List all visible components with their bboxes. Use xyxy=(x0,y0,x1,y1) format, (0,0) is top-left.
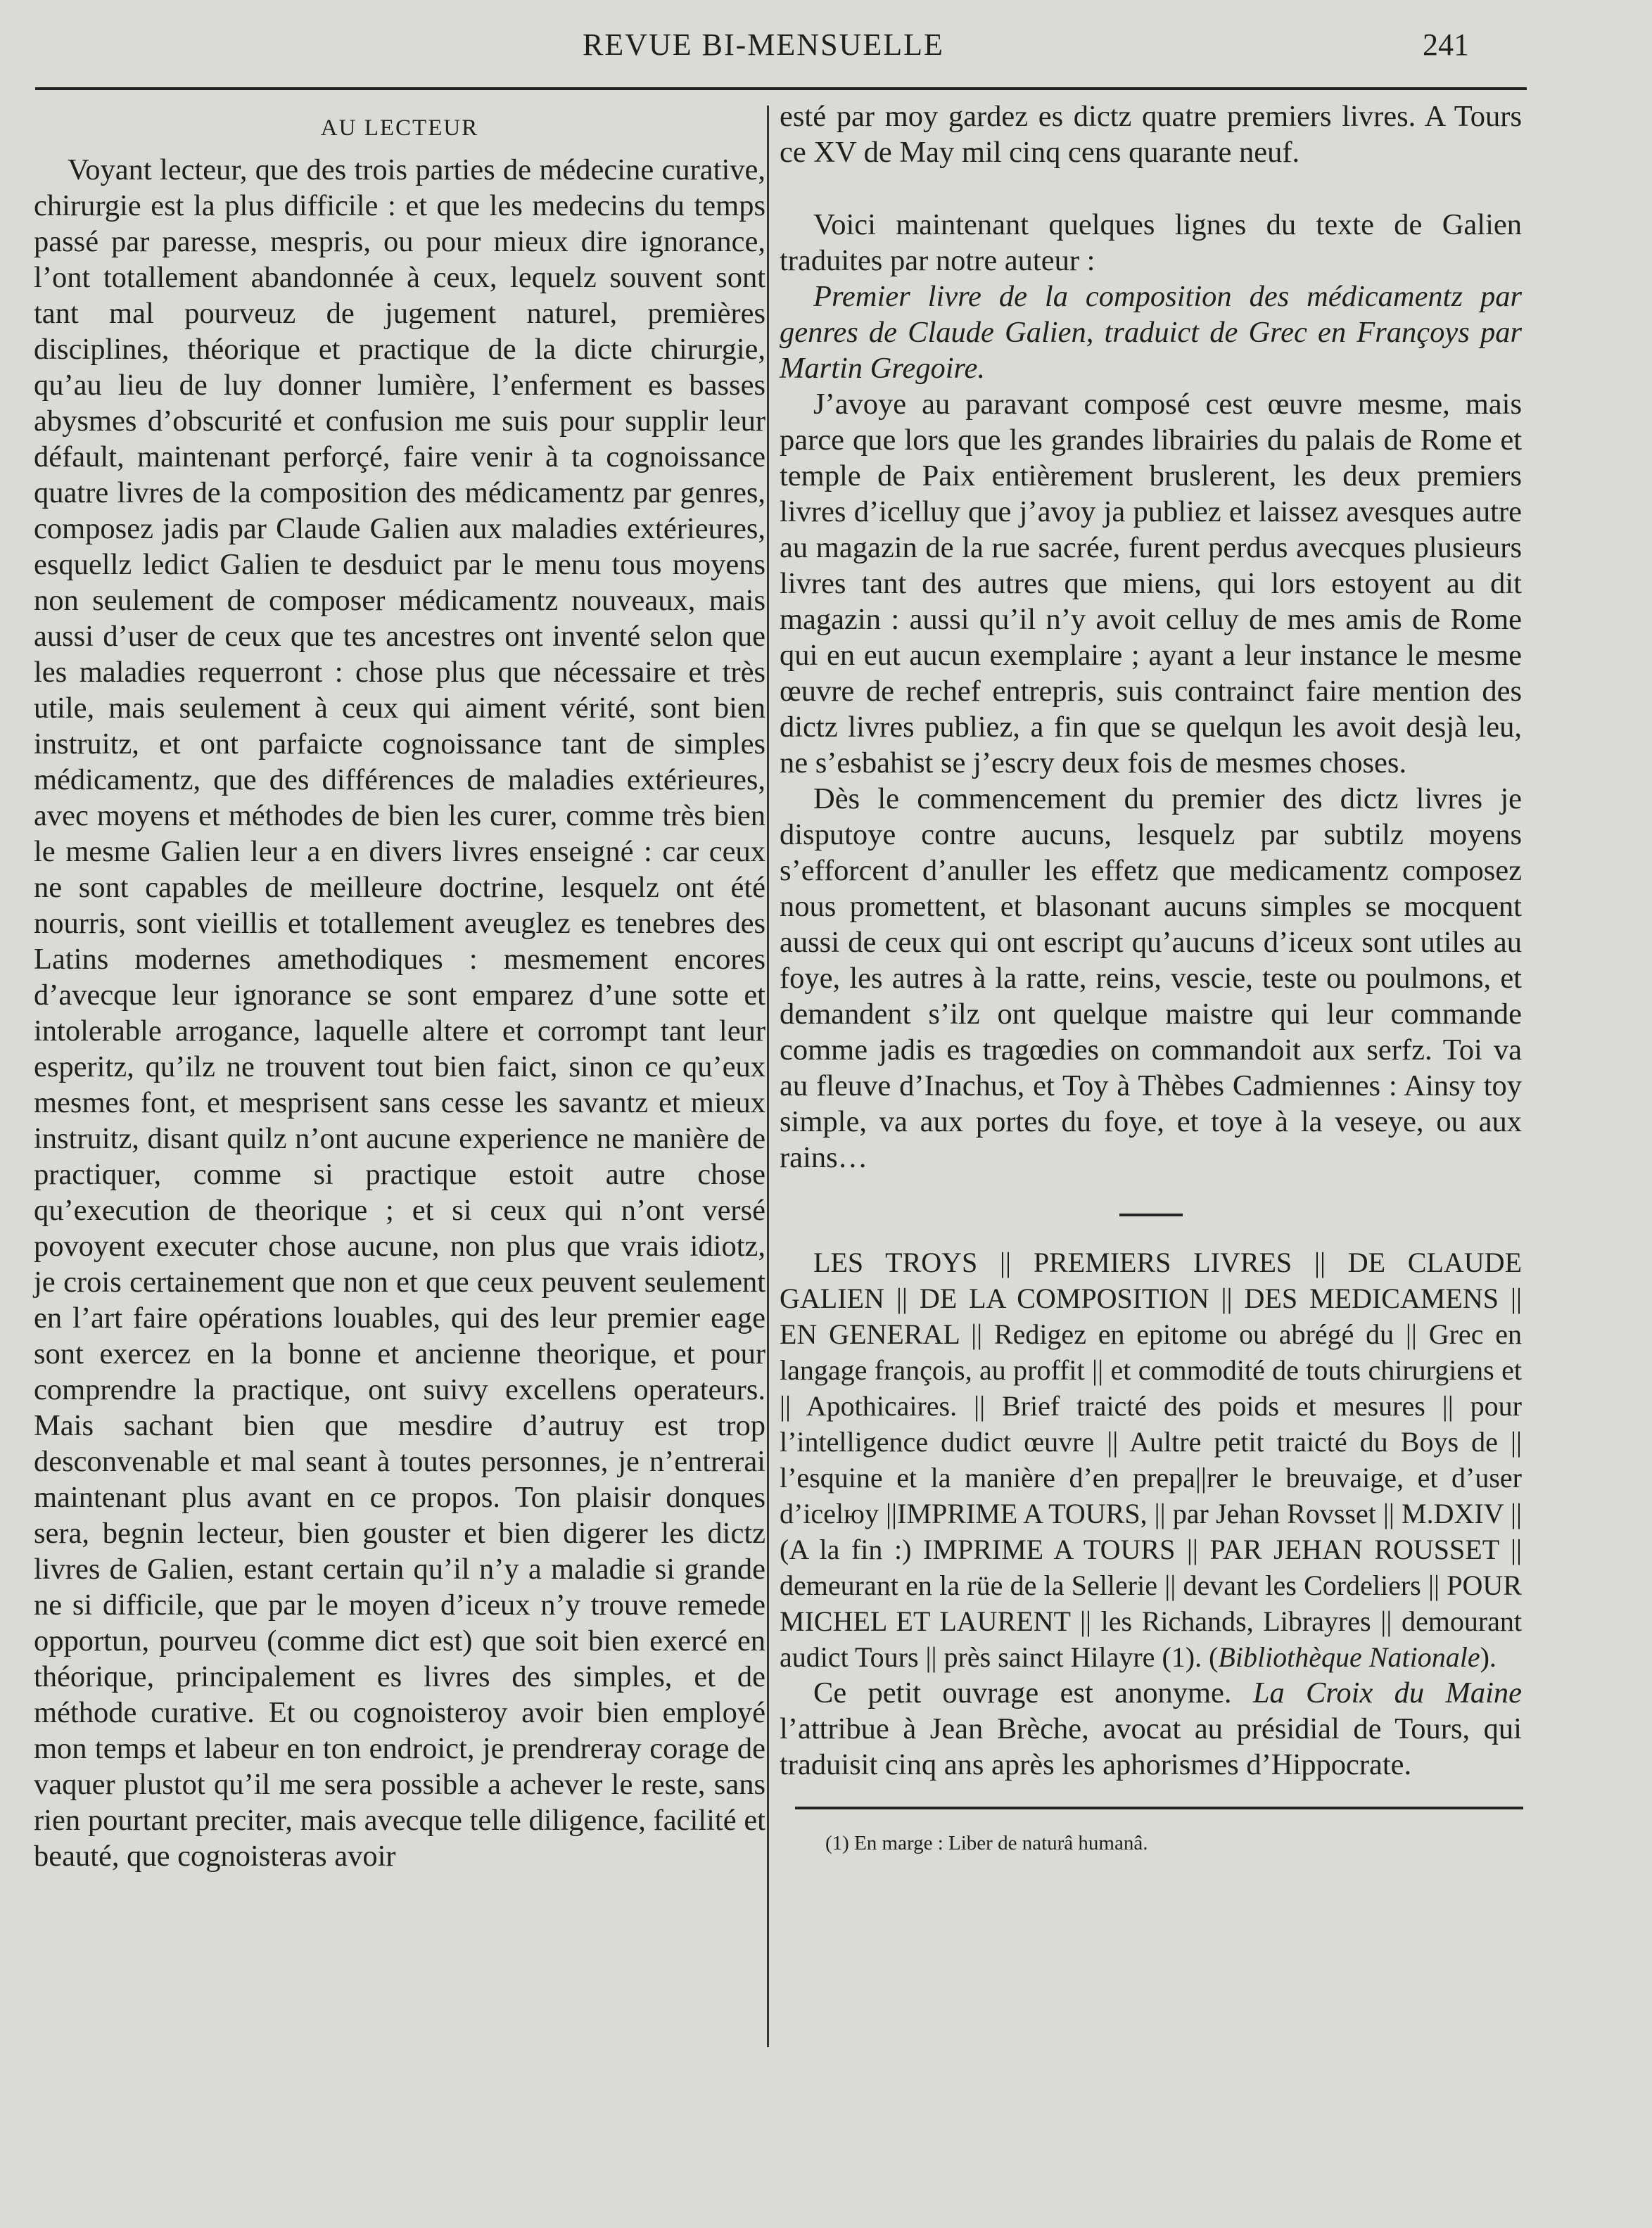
section-heading: AU LECTEUR xyxy=(320,115,479,141)
bibliography-entry xyxy=(780,1245,1522,1675)
footnote: (1) En marge : Liber de naturâ humanâ. xyxy=(825,1832,1148,1854)
right-column xyxy=(780,98,1522,1856)
galen-paragraph-1: J’avoye au paravant composé cest œuvre mesme, mais parce que lors que les grandes librairies du palais de Rome et temple de Paix entièrement bruslerent, les deux premiers livres d’icelluy que j’avoy ja publiez et laissez avesques autre au magazin de la rue sacrée, furent perdus avecques plusieurs livres tant des autres que miens, qui lors estoyent au dit magazin : aussi qu’il n’y avoit celluy de mes amis de Rome qui en eut aucun exemplaire ; ayant a leur instance le mesme œuvre de rechef entrepris, suis contrainct faire mention des dictz livres publiez, a fin que se quelqun les avoit desjà leu, ne s’esbahist se j’escry deux fois de mesmes choses. xyxy=(780,388,1522,779)
bibliography-end: ). xyxy=(1480,1641,1497,1673)
bibliography-main: LES TROYS || PREMIERS LIVRES || DE CLAUDE GALIEN || DE LA COMPOSITION || DES MEDICAMENS || EN GENERAL || Redigez en epitome ou abrégé du || Grec en langage françois, au proffit || et commodité de touts chirurgiens et || Apothicaires. || Brief traicté des poids et mesures || pour l’intelligence dudict œuvre || Aultre petit traicté du Boys de || l’esquine et la manière d’en prepa||rer le breuvaige, et d’user d’icelюy ||IMPRIME A TOURS, || par Jehan Rovsset || M.DXIV || (A la fin :) IMPRIME A TOURS || PAR JEHAN ROUSSET || demeurant en la rüe de la Sellerie || devant les Cordeliers || POUR MICHEL ET LAURENT || les Richands, Librayres || demourant audict Tours || près sainct Hilayre (1). ( xyxy=(780,1247,1522,1673)
closing-italic: La Croix du Maine xyxy=(1252,1676,1522,1710)
header-rule xyxy=(35,87,1527,90)
footnote-rule xyxy=(795,1807,1523,1809)
column-divider xyxy=(767,106,769,2047)
translated-title: Premier livre de la composition des médicamentz par genres de Claude Galien, traduict de Grec en Françoys par Martin Gregoire. xyxy=(780,280,1522,385)
left-column xyxy=(34,113,765,1874)
bibliography-source: Bibliothèque Nationale xyxy=(1218,1641,1480,1673)
paragraph-gap xyxy=(780,170,1522,207)
continuation-paragraph: esté par moy gardez es dictz quatre premiers livres. A Tours ce XV de May mil cinq cens quarante neuf. xyxy=(780,100,1522,169)
page-number: 241 xyxy=(1423,27,1469,62)
preface-paragraph: Voyant lecteur, que des trois parties de médecine curative, chirurgie est la plus difficile : et que les medecins du temps passé par paresse, mespris, ou pour mieux dire ignorance, l’ont totallement abandonnée à ceux, lequelz souvent sont tant mal pourveuz de jugement naturel, premières disciplines, théorique et practique de la dicte chirurgie, qu’au lieu de luy donner lumière, l’enferment es basses abysmes d’obscurité et confusion me suis pour supplir leur défault, maintenant perforçé, faire venir à ta cognoissance quatre livres de la composition des médicamentz par genres, composez jadis par Claude Galien aux maladies extérieures, esquellz ledict Galien te desduict par le menu tous moyens non seulement de composer médicamentz nouveaux, mais aussi d’user de ceux que tes ancestres ont inventé selon que les maladies requerront : chose plus que nécessaire et très utile, mais seulement à ceux qui aiment vérité, sont bien instruitz, et ont parfaicte cognoissance tant de simples médicamentz, que des différences de maladies extérieures, avec moyens et méthodes de bien les curer, comme très bien le mesme Galien leur a en divers livres enseigné : car ceux ne sont capables de meilleure doctrine, lesquelz ont été nourris, sont vieillis et totallement aveuglez es tenebres des Latins modernes amethodiques : mesmement encores d’avecque leur ignorance se sont emparez d’une sotte et intolerable arrogance, laquelle altere et corrompt tant leur esperitz, qu’ilz ne trouvent tout bien faict, sinon ce qu’eux mesmes font, et mesprisent sans cesse les savantz et mieux instruitz, disant quilz n’ont aucune experience ne manière de practiquer, comme si practique estoit autre chose qu’execution de theorique ; et si ceux qui n’ont versé povoyent executer chose aucune, non plus que vrais idiotz, je crois certainement que non et que ceux peuvent seulement en l’art faire opérations louables, qui des leur premier eage sont exercez en la bonne et ancienne theorique, et pour comprendre la practique, ont suivy excellens operateurs. Mais sachant bien que mesdire d’autruy est trop desconvenable et mal seant à toutes personnes, je n’entrerai maintenant plus avant en ce propos. Ton plaisir donques sera, begnin lecteur, bien gouster et bien digerer les dictz livres de Galien, estant certain qu’il n’y a maladie si grande ne si difficile, que par le moyen d’iceux n’y trouve remede opportun, pourveu (comme dict est) que soit bien exercé en théorique, principalement es livres des simples, et de méthode curative. Et ou cognoisteroy avoir bien employé mon temps et labeur en ton endroict, je prendreray corage de vaquer plustot qu’il me sera possible a achever le reste, sans rien pourtant preciter, mais avecque telle diligence, facilité et beauté, que cognoisteras avoir xyxy=(34,153,765,1873)
closing-lead: Ce petit ouvrage est anonyme. xyxy=(813,1676,1253,1710)
closing-rest: l’attribue à Jean Brèche, avocat au présidial de Tours, qui traduisit cinq ans après les aphorismes d’Hippocrate. xyxy=(780,1712,1522,1781)
intro-paragraph: Voici maintenant quelques lignes du texte de Galien traduites par notre auteur : xyxy=(780,208,1522,277)
journal-title: REVUE BI-MENSUELLE xyxy=(583,27,944,62)
ornament-rule xyxy=(1119,1214,1183,1216)
galen-paragraph-2: Dès le commencement du premier des dictz livres je disputoye contre aucuns, lesquelz par subtilz moyens s’efforcent d’anuller les effetz que medicamentz composez nous promettent, et blasonant aucuns simples se mocquent aussi de ceux qui ont escript qu’aucuns d’iceux sont utiles au foye, les autres à la ratte, reins, vescie, teste ou poulmons, et demandent s’ilz ont quelque maistre qui leur commande comme jadis es tragœdies on commandoit aux serfz. Toi va au fleuve d’Inachus, et Toy à Thèbes Cadmiennes : Ainsy toy simple, va aux portes du foye, et toye à la veseye, ou aux rains… xyxy=(780,782,1522,1174)
running-head xyxy=(0,27,1652,62)
closing-paragraph xyxy=(780,1675,1522,1783)
